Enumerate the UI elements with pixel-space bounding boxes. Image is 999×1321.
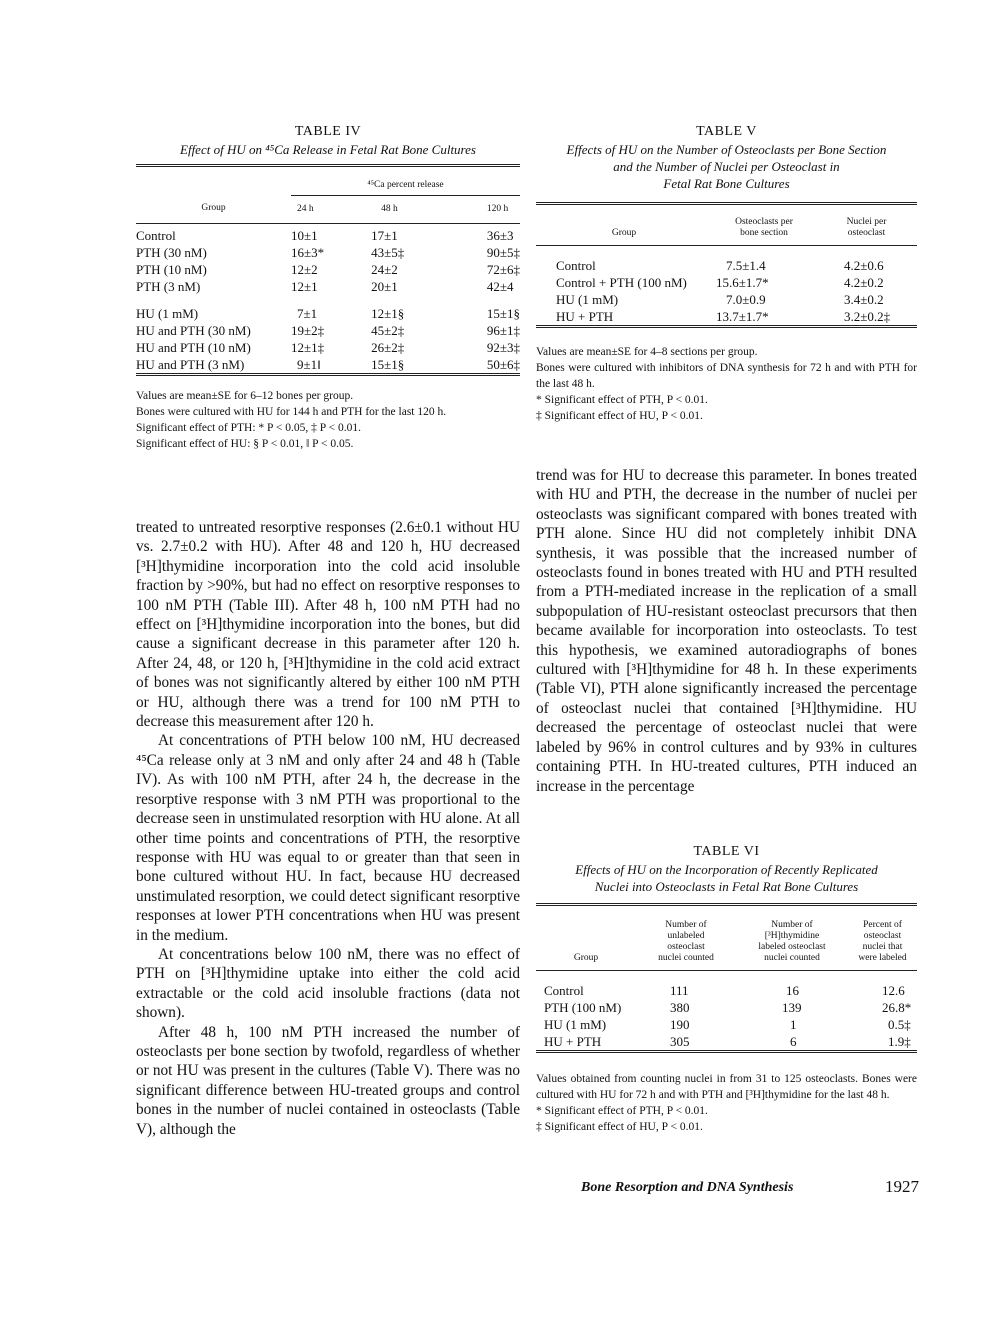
table-v-label: TABLE V	[696, 124, 757, 139]
table-vi-label: TABLE VI	[693, 844, 760, 859]
table-cell: 0.5‡	[888, 1017, 911, 1032]
table-v-col-osteoclasts	[712, 205, 816, 245]
table-vi-col-unlabeled	[636, 906, 736, 970]
header-line: Number of	[771, 919, 813, 930]
table-iv-col-120h: 120 h	[486, 203, 509, 214]
table-cell: 7±1	[297, 306, 318, 321]
page-number: 1927	[885, 1177, 919, 1196]
table-cell: 26±2‡	[371, 340, 405, 355]
table-row	[136, 323, 520, 340]
table-v-title: Effects of HU on the Number of Osteoclasts per Bone Section	[566, 142, 887, 157]
table-row	[536, 1034, 917, 1052]
header-line: Nuclei per	[846, 216, 887, 227]
table-iv-span-header: ⁴⁵Ca percent release	[291, 167, 520, 195]
table-cell: 24±2	[371, 262, 398, 277]
table-cell: PTH (3 nM)	[136, 279, 201, 294]
table-row	[536, 292, 917, 309]
table-note: ‡ Significant effect of HU, P < 0.01.	[536, 1120, 703, 1133]
table-cell: HU + PTH	[544, 1033, 602, 1049]
table-row	[536, 258, 917, 275]
table-cell: Control	[136, 228, 176, 243]
table-note: Values obtained from counting nuclei in from 31 to 125 osteoclasts. Bones were cultured with HU for 72 h and with PTH and [³H]thymidine for the last 48 h.	[536, 1072, 917, 1101]
table-vi-grid	[536, 906, 917, 1057]
table-cell: 380	[670, 1000, 690, 1015]
table-cell: 15.6±1.7*	[716, 275, 769, 290]
table-row	[136, 228, 520, 245]
paragraph: At concentrations of PTH below 100 nM, HU decreased ⁴⁵Ca release only at 3 nM and only after 24 and 48 h (Table IV). As with 100 nM PTH, after 24 h, the decrease in the resorptive response with 3 nM PTH was proportional to the decrease seen in unstimulated resorption with HU alone. At all other time points and concentrations of PTH, the resorptive response with HU was equal to or greater than that seen in bone cultured without HU. In fact, because HU decreased unstimulated resorption, we could detect significant resorptive responses at lower PTH concentrations when HU was present in the medium.	[136, 732, 520, 944]
table-cell: 9±1‖	[297, 356, 321, 372]
table-cell: PTH (30 nM)	[136, 245, 207, 260]
running-title: Bone Resorption and DNA Synthesis	[581, 1180, 794, 1195]
table-vi-notes	[536, 1071, 917, 1135]
table-note: Significant effect of HU: § P < 0.01, ‖ P < 0.05.	[136, 437, 354, 450]
table-cell: 20±1	[371, 279, 398, 294]
header-line: labeled osteoclast	[758, 941, 826, 952]
table-cell: 19±2‡	[291, 323, 325, 338]
table-v-grid	[536, 205, 917, 332]
body-text-right	[536, 466, 917, 796]
table-v-title: Fetal Rat Bone Cultures	[663, 176, 790, 191]
table-iv-notes	[136, 388, 520, 452]
header-line: osteoclast	[847, 227, 886, 238]
table-vi-title: Effects of HU on the Incorporation of Recently Replicated	[575, 862, 878, 877]
table-iv-grid	[136, 167, 520, 378]
table-note: * Significant effect of PTH, P < 0.01.	[536, 393, 708, 406]
header-line: Number of	[665, 919, 707, 930]
table-cell: 92±3‡	[486, 340, 520, 355]
table-vi-col-percent	[848, 906, 917, 970]
table-row	[136, 245, 520, 262]
header-line: nuclei counted	[658, 952, 714, 963]
header-line: Osteoclasts per	[735, 216, 793, 227]
table-cell: 15±1§	[371, 356, 405, 372]
table-cell: 12±2	[291, 262, 318, 277]
table-v	[536, 123, 917, 424]
header-line: were labeled	[858, 952, 907, 963]
table-cell: 96±1‡	[486, 323, 520, 338]
table-iv-label: TABLE IV	[294, 124, 362, 139]
table-row	[136, 306, 520, 323]
table-cell: 17±1	[371, 228, 398, 243]
table-cell: 3.2±0.2‡	[844, 308, 891, 324]
header-line: nuclei counted	[764, 952, 820, 963]
table-cell: 45±2‡	[371, 323, 405, 338]
table-cell: 90±5‡	[486, 245, 520, 260]
table-v-col-group: Group	[611, 227, 637, 238]
table-cell: 50±6‡	[486, 356, 520, 372]
paragraph: treated to untreated resorptive responses (2.6±0.1 without HU vs. 2.7±0.2 with HU). After 48 and 120 h, HU decreased [³H]thymidine incorporation into the cold acid insoluble fraction by >90%, but had no effect on resorptive responses to 100 nM PTH (Table III). After 48 h, 100 nM PTH had no effect on [³H]thymidine incorporation into the bones, but did cause a significant decrease in this parameter after 120 h. After 24, 48, or 120 h, [³H]thymidine in the cold acid extract of bones was not significantly altered by either 100 nM PTH or HU, although there was a trend for 100 nM PTH to decrease this measurement after 120 h.	[136, 519, 520, 731]
paragraph: After 48 h, 100 nM PTH increased the number of osteoclasts per bone section by twofold, regardless of whether or not HU was present in the cultures (Table V). There was no significant difference between HU-treated groups and control bones in the number of nuclei contained in osteoclasts (Table V), although the	[136, 1023, 520, 1138]
table-vi-title: Nuclei into Osteoclasts in Fetal Rat Bone Cultures	[594, 879, 859, 894]
table-cell: 12±1§	[371, 306, 405, 321]
table-cell: 43±5‡	[371, 245, 405, 260]
header-line: unlabeled	[667, 930, 705, 941]
table-note: * Significant effect of PTH, P < 0.01.	[536, 1104, 708, 1117]
table-row	[536, 309, 917, 327]
table-vi-col-labeled	[736, 906, 848, 970]
table-cell: 10±1	[291, 228, 318, 243]
table-cell: PTH (10 nM)	[136, 262, 207, 277]
table-cell: Control	[556, 258, 596, 273]
table-vi-col-group: Group	[573, 952, 599, 963]
table-cell: 6	[790, 1033, 797, 1049]
table-cell: 72±6‡	[486, 262, 520, 277]
table-row	[136, 262, 520, 279]
table-cell: 139	[782, 1000, 802, 1015]
table-cell: HU (1 mM)	[136, 306, 199, 321]
paragraph: trend was for HU to decrease this parameter. In bones treated with HU and PTH, the decrease in the number of nuclei per osteoclasts was significant compared with bones treated with PTH alone. Since HU did not completely inhibit DNA synthesis, it was possible that the increased number of osteoclasts found in bones treated with HU and PTH resulted from a PTH-mediated increase in the replication of a small subpopulation of HU-resistant osteoclast precursors that then became available for incorporation into osteoclasts. To test this hypothesis, we examined autoradiographs of bones cultured with [³H]thymidine for 48 h. In these experiments (Table VI), PTH alone significantly increased the percentage of osteoclast nuclei that contained [³H]thymidine. HU decreased the percentage of osteoclast nuclei that were labeled by 96% in control cultures and by 93% in cultures containing PTH. In HU-treated cultures, PTH induced an increase in the percentage	[536, 467, 917, 795]
table-note: Bones were cultured with inhibitors of DNA synthesis for 72 h and with PTH for the last 48 h.	[536, 361, 917, 390]
table-cell: 16	[786, 983, 799, 998]
table-vi	[536, 843, 917, 1135]
table-row	[536, 275, 917, 292]
table-iv	[136, 123, 520, 452]
table-cell: HU and PTH (3 nM)	[136, 356, 245, 372]
table-cell: 190	[670, 1017, 690, 1032]
table-cell: HU and PTH (30 nM)	[136, 323, 251, 338]
table-cell: 1.9‡	[888, 1033, 911, 1049]
table-v-title: and the Number of Nuclei per Osteoclast in	[613, 159, 840, 174]
table-cell: HU (1 mM)	[556, 292, 619, 307]
table-v-notes	[536, 344, 917, 424]
header-line: [³H]thymidine	[764, 930, 820, 941]
table-cell: HU and PTH (10 nM)	[136, 340, 251, 355]
table-cell: HU (1 mM)	[544, 1017, 607, 1032]
table-note: Values are mean±SE for 4–8 sections per group.	[536, 345, 758, 358]
table-cell: 111	[670, 983, 689, 998]
header-line: osteoclast	[667, 941, 705, 952]
table-cell: 12±1‡	[291, 340, 325, 355]
body-text-left	[136, 518, 520, 1139]
table-iv-col-group: Group	[201, 203, 226, 214]
table-iv-title: Effect of HU on ⁴⁵Ca Release in Fetal Rat Bone Cultures	[180, 142, 476, 157]
table-cell: 4.2±0.2	[844, 275, 884, 290]
table-row	[536, 983, 917, 1000]
header-line: bone section	[740, 227, 788, 238]
table-cell: Control + PTH (100 nM)	[556, 275, 687, 290]
table-cell: 26.8*	[882, 1000, 912, 1015]
table-cell: HU + PTH	[556, 308, 614, 324]
header-line: osteoclast	[863, 930, 902, 941]
table-cell: Control	[544, 983, 584, 998]
table-row	[136, 357, 520, 375]
table-cell: 12.6	[882, 983, 905, 998]
table-cell: 12±1	[291, 279, 318, 294]
table-cell: 13.7±1.7*	[716, 308, 769, 324]
table-cell: 36±3	[486, 228, 514, 243]
table-cell: PTH (100 nM)	[544, 1000, 622, 1015]
table-cell: 305	[670, 1033, 690, 1049]
table-iv-col-24h: 24 h	[297, 203, 314, 214]
table-iv-col-48h: 48 h	[381, 203, 398, 214]
table-cell: 3.4±0.2	[844, 292, 884, 307]
table-cell: 7.0±0.9	[726, 292, 766, 307]
table-note: Bones were cultured with HU for 144 h and PTH for the last 120 h.	[136, 405, 447, 418]
table-row	[136, 279, 520, 296]
table-row	[136, 340, 520, 357]
table-row	[536, 1017, 917, 1034]
table-cell: 42±4	[486, 279, 514, 294]
table-note: Values are mean±SE for 6–12 bones per group.	[136, 389, 354, 402]
table-cell: 16±3*	[291, 245, 325, 260]
table-cell: 4.2±0.6	[844, 258, 884, 273]
header-line: nuclei that	[862, 941, 903, 952]
table-note: Significant effect of PTH: * P < 0.05, ‡ P < 0.01.	[136, 421, 361, 434]
table-cell: 7.5±1.4	[726, 258, 766, 273]
table-cell: 1	[790, 1017, 797, 1032]
paragraph: At concentrations below 100 nM, there was no effect of PTH on [³H]thymidine uptake into either the cold acid extractable or the cold acid insoluble fractions (data not shown).	[136, 945, 520, 1022]
table-v-col-nuclei	[816, 205, 917, 245]
table-cell: 15±1§	[486, 306, 520, 321]
table-row	[536, 1000, 917, 1017]
table-note: ‡ Significant effect of HU, P < 0.01.	[536, 409, 703, 422]
header-line: Percent of	[863, 919, 902, 930]
